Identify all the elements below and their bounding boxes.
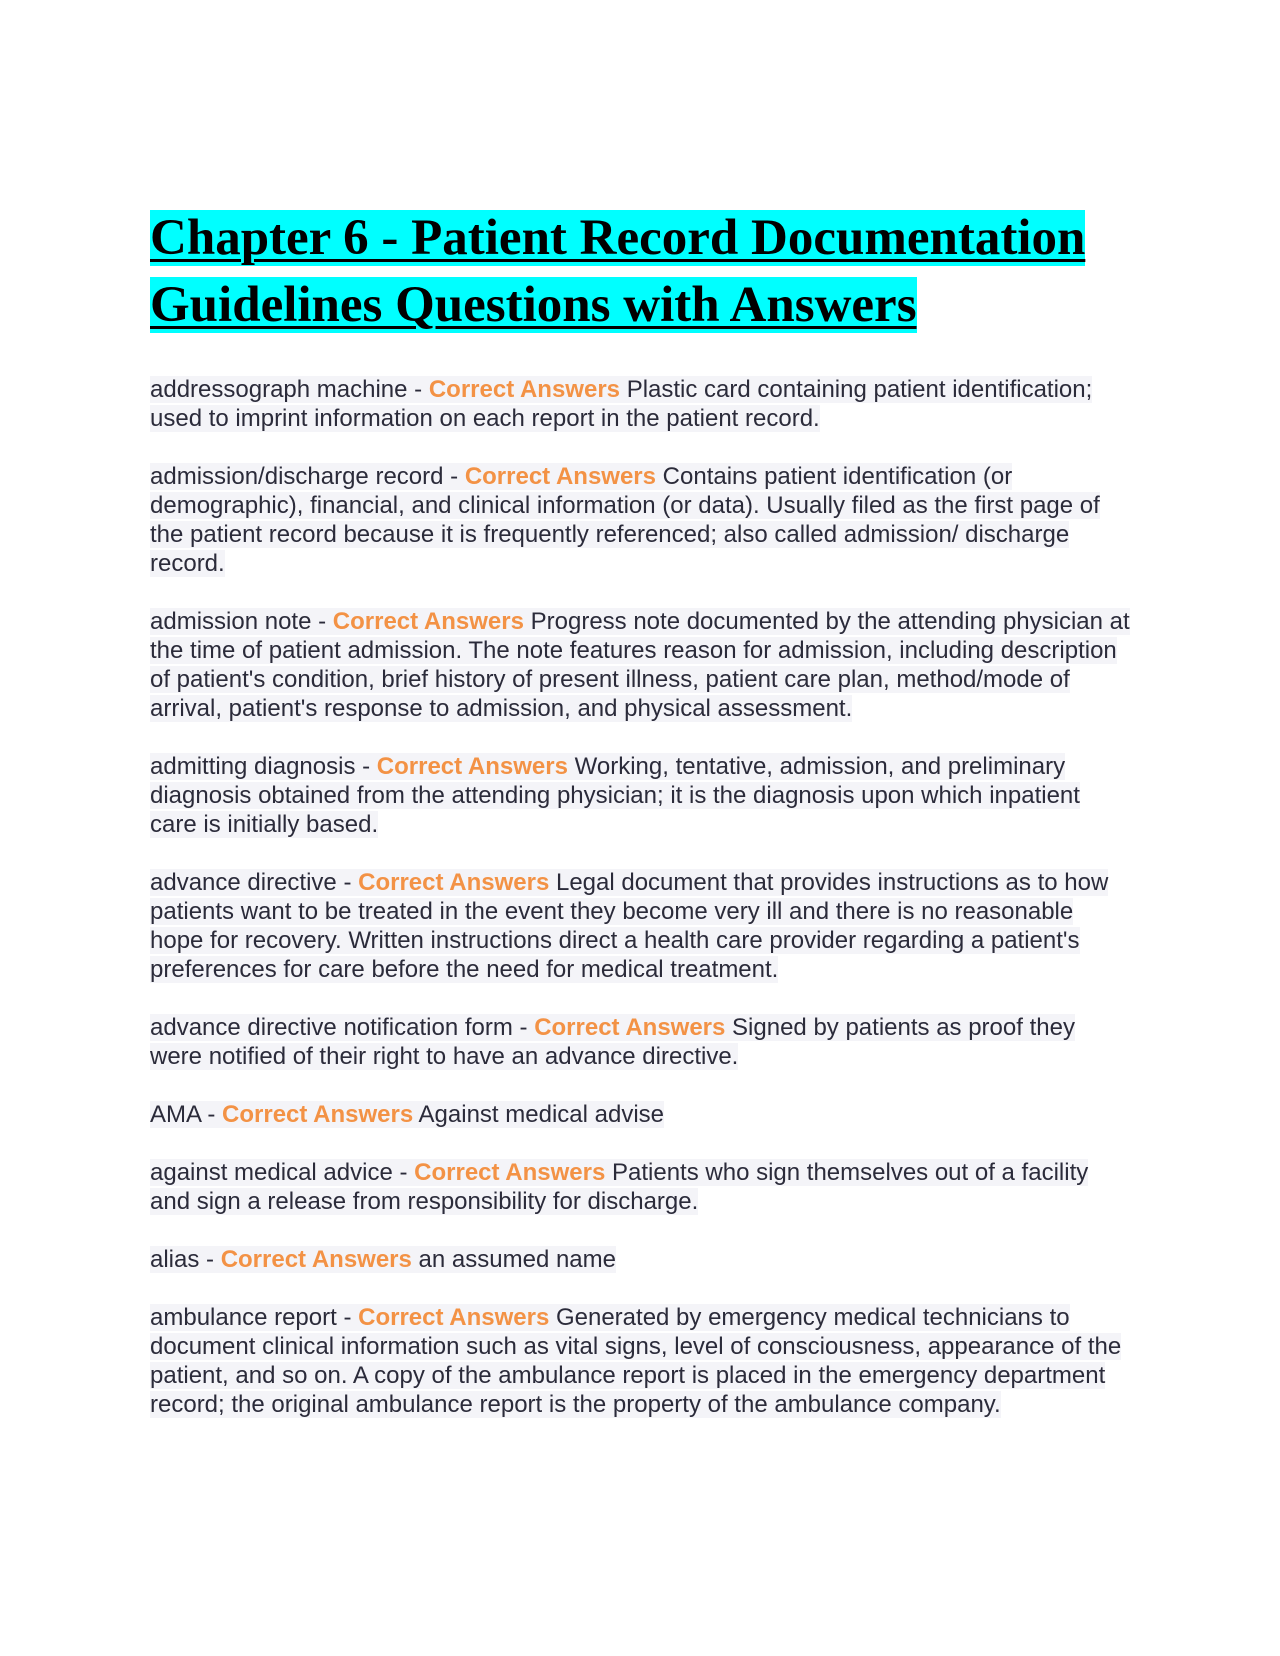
- term: AMA: [150, 1101, 201, 1128]
- definition: Progress note documented by the attending physician at the time of patient admission. The note features reason for admission, including description of patient's condition, brief history of present illness, patient care plan, method/mode of arrival, patient's response to admission, and physical assessment.: [150, 608, 1130, 722]
- term: against medical advice: [150, 1159, 393, 1186]
- correct-answers-label: Correct Answers: [414, 1159, 606, 1186]
- qa-entry: [150, 1303, 1130, 1419]
- separator: -: [336, 1304, 359, 1331]
- qa-entry-text: [150, 463, 1100, 577]
- term: advance directive: [150, 869, 337, 896]
- qa-entry-text: [150, 753, 1080, 838]
- title-line-1: Chapter 6 - Patient Record Documentation: [150, 210, 1086, 266]
- definition: Patients who sign themselves out of a facility and sign a release from responsibility for discharge.: [150, 1159, 1089, 1215]
- document-page: [150, 205, 1130, 1448]
- qa-list: [150, 375, 1130, 1419]
- term: admission note: [150, 608, 312, 635]
- term: ambulance report: [150, 1304, 337, 1331]
- qa-entry: [150, 1100, 1130, 1129]
- qa-entry-text: [150, 1014, 1075, 1070]
- qa-entry-text: [150, 1159, 1088, 1215]
- qa-entry: [150, 462, 1130, 578]
- qa-entry-text: [150, 869, 1108, 983]
- separator: -: [443, 463, 465, 490]
- correct-answers-label: Correct Answers: [428, 376, 621, 403]
- definition: Legal document that provides instructions as to how patients want to be treated in the event they become very ill and there is no reasonable hope for recovery. Written instructions direct a health care provider regarding a patient's preferences for care before the need for medical treatment.: [150, 869, 1109, 983]
- correct-answers-label: Correct Answers: [222, 1101, 414, 1128]
- term: addressograph machine: [150, 376, 408, 403]
- definition: Working, tentative, admission, and preliminary diagnosis obtained from the attending physician; it is the diagnosis upon which inpatient care is initially based.: [150, 753, 1080, 838]
- separator: -: [311, 608, 333, 635]
- term: admission/discharge record: [150, 463, 444, 490]
- definition: Signed by patients as proof they were notified of their right to have an advance directive.: [150, 1014, 1075, 1070]
- separator: -: [512, 1014, 535, 1041]
- separator: -: [355, 753, 377, 780]
- correct-answers-label: Correct Answers: [534, 1014, 726, 1041]
- separator: -: [200, 1101, 223, 1128]
- qa-entry: [150, 1158, 1130, 1216]
- qa-entry-text: [150, 376, 1092, 432]
- correct-answers-label: Correct Answers: [464, 463, 656, 490]
- definition: Generated by emergency medical technicians to document clinical information such as vital signs, level of consciousness, appearance of the patient, and so on. A copy of the ambulance report is placed in the emergency department record; the original ambulance report is the property of the ambulance company.: [150, 1304, 1122, 1418]
- qa-entry: [150, 1013, 1130, 1071]
- definition: an assumed name: [418, 1246, 616, 1273]
- qa-entry: [150, 868, 1130, 984]
- term: alias: [150, 1246, 200, 1273]
- title-line-2: Guidelines Questions with Answers: [150, 277, 917, 333]
- correct-answers-label: Correct Answers: [220, 1246, 412, 1273]
- correct-answers-label: Correct Answers: [376, 753, 568, 780]
- term: advance directive notification form: [150, 1014, 513, 1041]
- definition: Against medical advise: [418, 1101, 665, 1128]
- separator: -: [392, 1159, 415, 1186]
- correct-answers-label: Correct Answers: [358, 869, 550, 896]
- definition: Plastic card containing patient identification; used to imprint information on each report in the patient record.: [150, 376, 1093, 432]
- qa-entry-text: [150, 1304, 1121, 1418]
- correct-answers-label: Correct Answers: [332, 608, 524, 635]
- separator: -: [199, 1246, 221, 1273]
- term: admitting diagnosis: [150, 753, 356, 780]
- qa-entry-text: [150, 608, 1130, 722]
- definition: Contains patient identification (or demographic), financial, and clinical information (or data). Usually filed as the first page of the patient record because it is frequently referenced; also called admission/ discharge record.: [150, 463, 1100, 577]
- correct-answers-label: Correct Answers: [358, 1304, 550, 1331]
- qa-entry-text: [150, 1101, 664, 1128]
- document-title: [150, 205, 1130, 339]
- qa-entry: [150, 607, 1130, 723]
- qa-entry: [150, 375, 1130, 433]
- separator: -: [407, 376, 429, 403]
- qa-entry: [150, 1245, 1130, 1274]
- qa-entry-text: [150, 1246, 616, 1273]
- qa-entry: [150, 752, 1130, 839]
- separator: -: [336, 869, 359, 896]
